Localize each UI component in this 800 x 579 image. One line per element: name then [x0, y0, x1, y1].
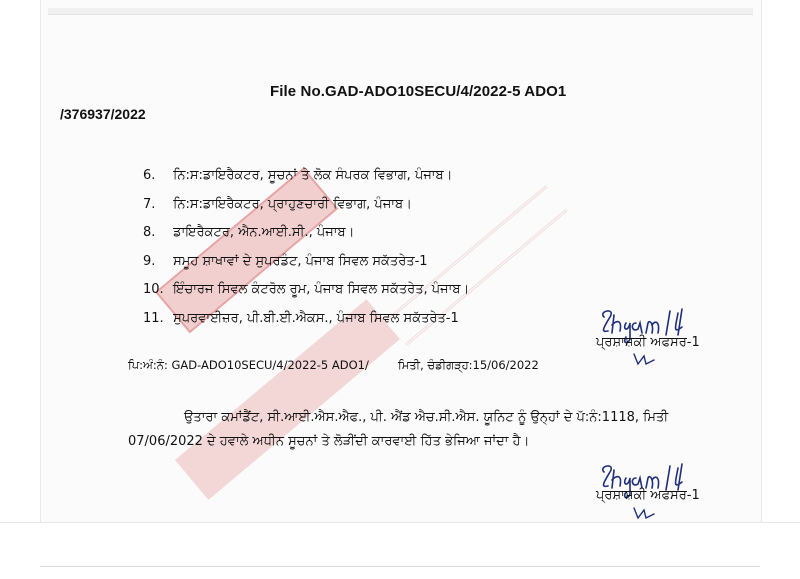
list-item-text: ਨਿ:ਸ:ਡਾਇਰੈਕਟਰ, ਪ੍ਰਾਹੁਣਚਾਰੀ ਵਿਭਾਗ, ਪੰਜਾਬ।	[173, 196, 412, 212]
list-item	[143, 311, 469, 340]
body-paragraph: ਉਤਾਰਾ ਕਮਾਂਡੈਂਟ, ਸੀ.ਆਈ.ਐਸ.ਐਫ., ਪੀ. ਐਂਡ ਐਚ.ਸੀ.ਐਸ. ਯੂਨਿਟ ਨੂੰ ਉਨ੍ਹਾਂ ਦੇ ਪੱ:ਨੰ:1118, ਮਿਤੀ 07/06/2022 ਦੇ ਹਵਾਲੇ ਅਧੀਨ ਸੂਚਨਾਂ ਤੇ ਲੋੜੀਂਦੀ ਕਾਰਵਾਈ ਹਿੱਤ ਭੇਜਿਆ ਜਾਂਦਾ ਹੈ।	[128, 410, 669, 449]
list-item	[143, 197, 469, 226]
signatory-title-2: ਪ੍ਰਸ਼ਾਸ਼ਕੀ ਅਫਸਰ-1	[596, 488, 700, 503]
endorsement-date: ਮਿਤੀ, ਚੰਡੀਗੜ੍ਹ:15/06/2022	[398, 358, 539, 372]
list-item-number: 7.	[143, 196, 156, 212]
page-bottom-area	[0, 522, 800, 579]
list-item-text: ਨਿ:ਸ:ਡਾਇਰੈਕਟਰ, ਸੂਚਨਾਂ ਤੇ ਲੋਕ ਸੰਪਰਕ ਵਿਭਾਗ, ਪੰਜਾਬ।	[173, 168, 453, 183]
list-item	[143, 168, 469, 197]
list-item-text: ਡਾਇਰੈਕਟਰ, ਐਨ.ਆਈ.ਸੀ., ਪੰਜਾਬ।	[173, 225, 355, 240]
list-item-text: ਸਮੂਹ ਸ਼ਾਖਾਵਾਂ ਦੇ ਸੁਪਰਡੰਟ, ਪੰਜਾਬ ਸਿਵਲ ਸਕੱਤਰੇਤ-1	[173, 253, 428, 269]
list-item-text: ਇੰਚਾਰਜ ਸਿਵਲ ਕੰਟਰੋਲ ਰੂਮ, ਪੰਜਾਬ ਸਿਵਲ ਸਕੱਤਰੇਤ, ਪੰਜਾਬ।	[173, 282, 470, 297]
recipient-list	[143, 168, 469, 339]
list-item	[143, 282, 469, 311]
page-top-edge	[48, 8, 753, 15]
list-item-number: 8.	[143, 225, 156, 240]
signatory-title: ਪ੍ਰਸ਼ਾਸ਼ਕੀ ਅਫਸਰ-1	[596, 335, 700, 350]
list-item	[143, 225, 469, 254]
list-item-text: ਸੁਪਰਵਾਈਜ਼ਰ, ਪੀ.ਬੀ.ਈ.ਐਕਸ., ਪੰਜਾਬ ਸਿਵਲ ਸਕੱਤਰੇਤ-1	[173, 310, 459, 326]
initials-mark	[628, 350, 668, 370]
page-bottom-divider	[40, 566, 760, 567]
list-item-number: 9.	[143, 253, 156, 269]
list-item-number: 6.	[143, 168, 156, 183]
list-item	[143, 254, 469, 283]
list-item-number: 10.	[143, 282, 164, 297]
list-item-number: 11.	[143, 310, 164, 326]
file-number-suffix: /376937/2022	[60, 106, 146, 122]
file-number: File No.GAD-ADO10SECU/4/2022-5 ADO1	[270, 83, 567, 100]
initials-mark-2	[628, 504, 668, 524]
endorsement-reference: ਪਿ:ਅੰ:ਨੰ: GAD-ADO10SECU/4/2022-5 ADO1/	[128, 358, 369, 372]
